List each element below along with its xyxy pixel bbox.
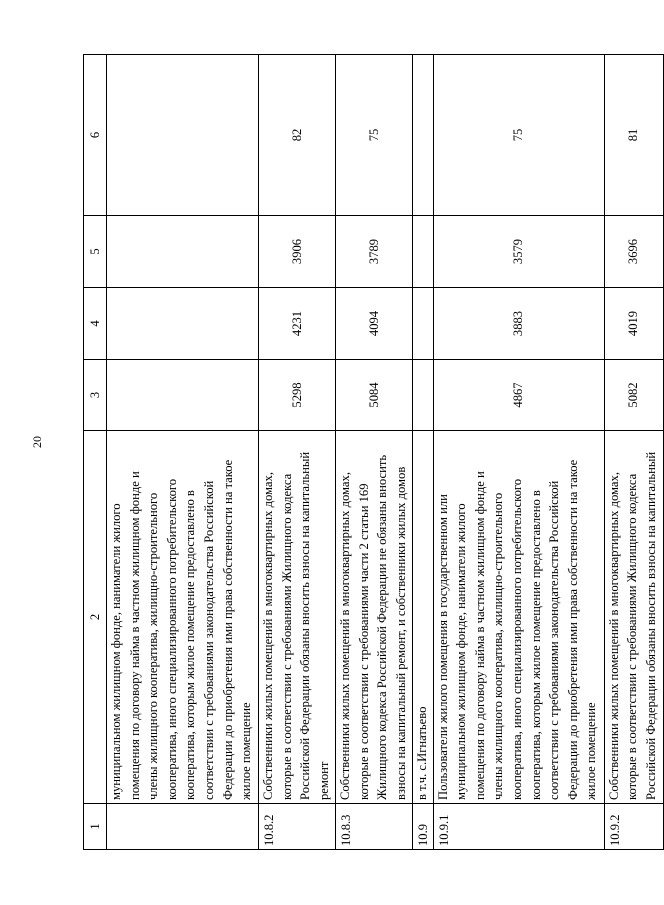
column-header: 1 bbox=[84, 804, 107, 850]
description-line: взносы на капитальный ремонт, и собственники жилых домов bbox=[393, 466, 408, 800]
value-cell: 3579 bbox=[433, 216, 604, 288]
value-cell: 5082 bbox=[604, 360, 663, 431]
table-row bbox=[336, 55, 413, 850]
value-cell bbox=[413, 360, 434, 431]
column-header: 3 bbox=[84, 360, 107, 431]
row-code: 10.8.3 bbox=[336, 804, 413, 850]
value-cell bbox=[107, 288, 259, 360]
description-line: ремонт bbox=[316, 761, 331, 800]
description-line: соответствии с требованиями законодательства Российской bbox=[547, 480, 562, 800]
column-header: 6 bbox=[84, 55, 107, 216]
description-line: Российской Федерации обязаны вносить взносы на капитальный bbox=[298, 451, 313, 800]
value-cell: 5298 bbox=[259, 360, 336, 431]
value-cell: 3883 bbox=[433, 288, 604, 360]
description-line: кооператива, которым жилое помещение предоставлено в bbox=[528, 490, 543, 800]
description-line: которые в соответствии с требованиями Жилищного кодекса bbox=[625, 473, 640, 800]
description-line: жилое помещение bbox=[584, 702, 599, 800]
value-cell: 3906 bbox=[259, 216, 336, 288]
description-line: Пользователи жилого помещения в государственном или bbox=[435, 494, 450, 800]
row-code bbox=[107, 804, 259, 850]
description-line: жилое помещение bbox=[239, 702, 254, 800]
table-row bbox=[413, 55, 434, 850]
description-line: Собственники жилых помещений в многоквартирных домах, bbox=[261, 472, 275, 800]
description-line: Российской Федерации обязаны вносить взносы на капитальный bbox=[643, 451, 658, 800]
row-description bbox=[413, 431, 434, 804]
value-cell bbox=[107, 216, 259, 288]
value-cell: 5084 bbox=[336, 360, 413, 431]
table-row bbox=[433, 55, 604, 850]
value-cell: 3789 bbox=[336, 216, 413, 288]
description-line: соответствии с требованиями законодательства Российской bbox=[201, 480, 216, 800]
page-number: 20 bbox=[30, 436, 44, 448]
value-cell: 4019 bbox=[604, 288, 663, 360]
row-description bbox=[107, 431, 259, 804]
description-line: Собственники жилых помещений в многоквартирных домах, bbox=[338, 472, 352, 800]
row-description bbox=[336, 431, 413, 804]
value-cell: 3696 bbox=[604, 216, 663, 288]
description-line: кооператива, иного специализированного потребительского bbox=[164, 478, 179, 800]
value-cell: 4867 bbox=[433, 360, 604, 431]
description-line: члены жилищного кооператива, жилищно-строительного bbox=[491, 492, 506, 800]
description-line: кооператива, иного специализированного потребительского bbox=[509, 478, 524, 800]
description-line: помещения по договору найма в частном жилищном фонде и bbox=[472, 471, 487, 800]
description-line: которые в соответствии с требованиями Жилищного кодекса bbox=[279, 473, 294, 800]
value-cell: 4231 bbox=[259, 288, 336, 360]
description-line: Федерации до приобретения ими права собственности на такое bbox=[220, 459, 235, 800]
description-line: члены жилищного кооператива, жилищно-строительного bbox=[146, 492, 161, 800]
description-line: в т.ч. с.Игнатьево bbox=[415, 706, 429, 800]
description-line: Жилищного кодекса Российской Федерации не обязаны вносить bbox=[375, 454, 390, 800]
column-header: 2 bbox=[84, 431, 107, 804]
row-code: 10.8.2 bbox=[259, 804, 336, 850]
description-line: муниципальном жилищном фонде, наниматели жилого bbox=[109, 503, 123, 800]
column-header: 5 bbox=[84, 216, 107, 288]
value-cell bbox=[413, 216, 434, 288]
value-cell: 75 bbox=[433, 55, 604, 216]
row-code: 10.9.2 bbox=[604, 804, 663, 850]
description-line: Собственники жилых помещений в многоквартирных домах, bbox=[606, 472, 621, 800]
description-line: кооператива, которым жилое помещение предоставлено в bbox=[183, 490, 198, 800]
row-description bbox=[259, 431, 336, 804]
value-cell: 75 bbox=[336, 55, 413, 216]
description-line: муниципальном жилищном фонде, наниматели жилого bbox=[454, 503, 469, 800]
value-cell bbox=[107, 55, 259, 216]
value-cell: 4094 bbox=[336, 288, 413, 360]
table-row bbox=[107, 55, 259, 850]
tariff-table bbox=[83, 54, 664, 850]
row-description bbox=[604, 431, 663, 804]
table-row bbox=[604, 55, 663, 850]
row-code: 10.9 bbox=[413, 804, 434, 850]
tariff-table-sheet bbox=[83, 55, 658, 850]
value-cell bbox=[107, 360, 259, 431]
row-code: 10.9.1 bbox=[433, 804, 604, 850]
value-cell: 82 bbox=[259, 55, 336, 216]
column-header: 4 bbox=[84, 288, 107, 360]
description-line: которые в соответствии с требованиями части 2 статьи 169 bbox=[356, 483, 371, 800]
table-row bbox=[259, 55, 336, 850]
description-line: Федерации до приобретения ими права собственности на такое bbox=[565, 459, 580, 800]
value-cell bbox=[413, 55, 434, 216]
value-cell bbox=[413, 288, 434, 360]
table-header-row bbox=[84, 55, 107, 850]
description-line: помещения по договору найма в частном жилищном фонде и bbox=[127, 471, 142, 800]
value-cell: 81 bbox=[604, 55, 663, 216]
row-description bbox=[433, 431, 604, 804]
